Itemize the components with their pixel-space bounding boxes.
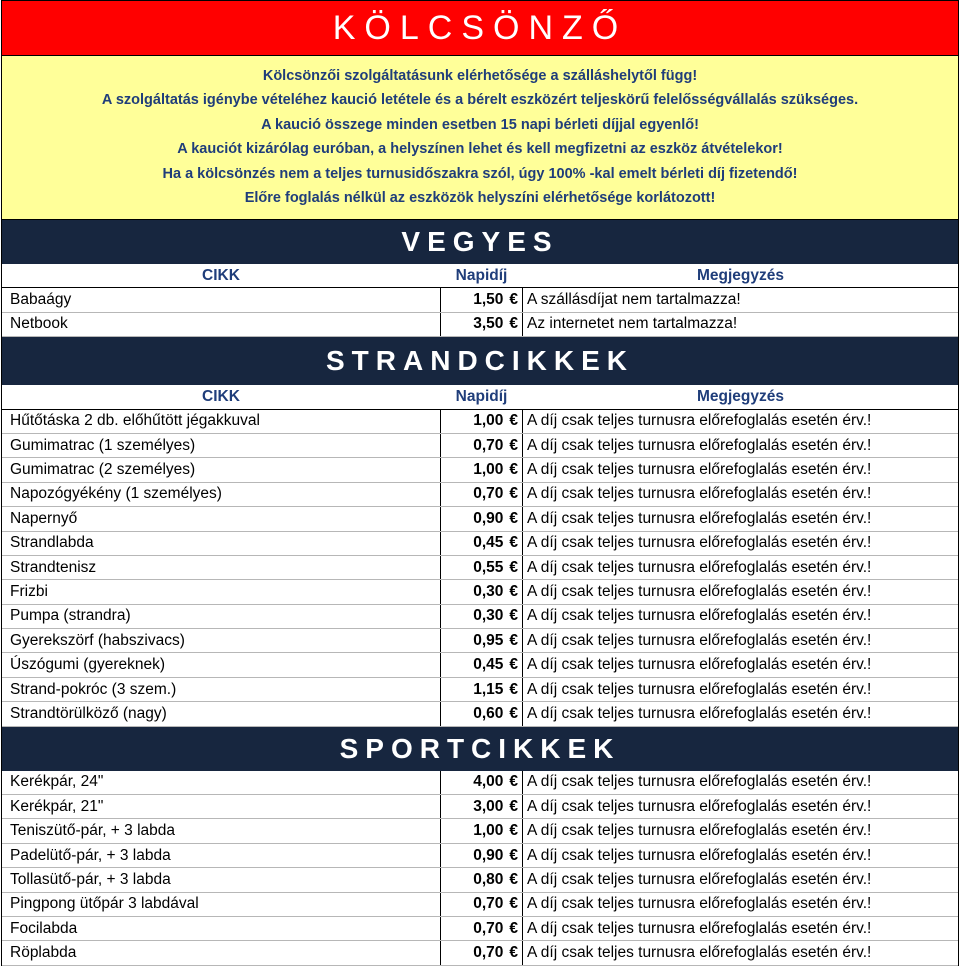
euro-icon: € [509,558,518,576]
item-note: A díj csak teljes turnusra előrefoglalás esetén érv.! [527,509,872,527]
price-value: 0,90 [473,509,504,527]
price-value: 0,70 [473,485,504,503]
euro-icon: € [509,704,518,722]
item-name: Padelütő-pár, + 3 labda [10,846,171,864]
price-value: 1,00 [473,461,504,479]
table-row [2,532,958,556]
column-header-item: CIKK [202,387,240,405]
column-header-price: Napidíj [455,387,508,405]
item-price [440,458,523,481]
price-value: 0,70 [473,436,504,454]
euro-icon: € [509,773,518,791]
price-value: 0,95 [473,631,504,649]
table-row [2,605,958,629]
item-price [440,532,523,555]
table-row [2,941,958,965]
page-title: KÖLCSÖNZŐ [1,0,959,56]
euro-icon: € [509,534,518,552]
table-strandcikkek [1,385,959,726]
price-value: 0,55 [473,558,504,576]
table-header [2,264,958,288]
euro-icon: € [509,509,518,527]
price-value: 0,30 [473,582,504,600]
item-price [440,653,523,676]
item-note: A díj csak teljes turnusra előrefoglalás esetén érv.! [527,822,872,840]
table-row [2,410,958,434]
item-note: A díj csak teljes turnusra előrefoglalás esetén érv.! [527,919,872,937]
table-sportcikkek [1,771,959,966]
item-note: A díj csak teljes turnusra előrefoglalás esetén érv.! [527,412,872,430]
item-price [440,313,523,336]
item-note: A díj csak teljes turnusra előrefoglalás esetén érv.! [527,534,872,552]
euro-icon: € [509,631,518,649]
item-name: Strandtenisz [10,558,97,576]
item-name: Gumimatrac (1 személyes) [10,436,196,454]
price-value: 0,90 [473,846,504,864]
euro-icon: € [509,436,518,454]
notice-box [1,56,959,220]
item-price [440,941,523,964]
table-row [2,313,958,337]
item-price [440,288,523,311]
table-row [2,702,958,726]
item-note: A díj csak teljes turnusra előrefoglalás esetén érv.! [527,680,872,698]
item-price [440,893,523,916]
item-price [440,605,523,628]
item-name: Frizbi [10,582,48,600]
item-name: Strandlabda [10,534,94,552]
item-note: A díj csak teljes turnusra előrefoglalás esetén érv.! [527,797,872,815]
euro-icon: € [509,412,518,430]
table-row [2,434,958,458]
price-value: 0,70 [473,944,504,962]
price-value: 1,15 [473,680,504,698]
item-name: Strandtörülköző (nagy) [10,704,167,722]
item-note: A díj csak teljes turnusra előrefoglalás esetén érv.! [527,895,872,913]
item-price [440,819,523,842]
price-value: 1,50 [473,291,504,309]
price-value: 0,30 [473,607,504,625]
item-note: A díj csak teljes turnusra előrefoglalás esetén érv.! [527,944,872,962]
euro-icon: € [509,607,518,625]
item-note: A díj csak teljes turnusra előrefoglalás esetén érv.! [527,631,872,649]
euro-icon: € [509,919,518,937]
section-title-sportcikkek: SPORTCIKKEK [1,727,959,771]
item-name: Hűtőtáska 2 db. előhűtött jégakkuval [10,412,260,430]
price-value: 0,60 [473,704,504,722]
item-price [440,410,523,433]
euro-icon: € [509,680,518,698]
section-title-vegyes: VEGYES [1,220,959,264]
item-note: A díj csak teljes turnusra előrefoglalás esetén érv.! [527,773,872,791]
price-value: 0,70 [473,895,504,913]
euro-icon: € [509,485,518,503]
table-row [2,483,958,507]
item-name: Napernyő [10,509,78,527]
table-row [2,844,958,868]
item-price [440,702,523,725]
table-row [2,580,958,604]
table-row [2,458,958,482]
table-row [2,868,958,892]
euro-icon: € [509,895,518,913]
table-row [2,288,958,312]
item-price [440,629,523,652]
item-note: A díj csak teljes turnusra előrefoglalás esetén érv.! [527,582,872,600]
item-name: Strand-pokróc (3 szem.) [10,680,177,698]
price-value: 4,00 [473,773,504,791]
price-value: 0,80 [473,870,504,888]
item-name: Netbook [10,315,68,333]
table-row [2,795,958,819]
notice-line: A kaució összege minden esetben 15 napi bérleti díjjal egyenlő! [261,116,699,133]
item-note: A szállásdíjat nem tartalmazza! [527,291,741,309]
item-price [440,868,523,891]
item-price [440,795,523,818]
item-name: Tollasütő-pár, + 3 labda [10,870,171,888]
table-header [2,385,958,409]
euro-icon: € [509,870,518,888]
notice-line: A szolgáltatás igénybe vételéhez kaució letétele és a bérelt eszközért teljeskörű felelősségvállalás szükséges. [101,92,859,109]
section-title-strandcikkek: STRANDCIKKEK [1,337,959,385]
price-value: 0,45 [473,656,504,674]
item-name: Röplabda [10,944,77,962]
euro-icon: € [509,582,518,600]
item-price [440,771,523,794]
euro-icon: € [509,822,518,840]
item-name: Úszógumi (gyereknek) [10,656,166,674]
table-row [2,917,958,941]
item-price [440,507,523,530]
item-note: A díj csak teljes turnusra előrefoglalás esetén érv.! [527,846,872,864]
item-note: A díj csak teljes turnusra előrefoglalás esetén érv.! [527,485,872,503]
item-name: Focilabda [10,919,78,937]
item-name: Pingpong ütőpár 3 labdával [10,895,199,913]
item-name: Pumpa (strandra) [10,607,131,625]
table-row [2,771,958,795]
table-row [2,507,958,531]
euro-icon: € [509,461,518,479]
item-price [440,483,523,506]
item-note: A díj csak teljes turnusra előrefoglalás esetén érv.! [527,607,872,625]
price-value: 1,00 [473,822,504,840]
euro-icon: € [509,656,518,674]
column-header-note: Megjegyzés [696,266,784,284]
euro-icon: € [509,315,518,333]
item-name: Babaágy [10,291,72,309]
rental-price-sheet [1,0,959,966]
price-value: 3,00 [473,797,504,815]
table-row [2,819,958,843]
item-name: Kerékpár, 24" [10,773,104,791]
notice-line: Előre foglalás nélkül az eszközök helyszíni elérhetősége korlátozott! [244,190,716,207]
item-note: A díj csak teljes turnusra előrefoglalás esetén érv.! [527,656,872,674]
price-value: 0,45 [473,534,504,552]
item-name: Gyerekszörf (habszivacs) [10,631,185,649]
item-price [440,917,523,940]
table-row [2,653,958,677]
item-price [440,556,523,579]
price-value: 0,70 [473,919,504,937]
item-note: A díj csak teljes turnusra előrefoglalás esetén érv.! [527,436,872,454]
item-note: A díj csak teljes turnusra előrefoglalás esetén érv.! [527,558,872,576]
item-name: Napozógyékény (1 személyes) [10,485,222,503]
notice-line: Ha a kölcsönzés nem a teljes turnusidőszakra szól, úgy 100% -kal emelt bérleti díj fizetendő! [162,165,798,182]
euro-icon: € [509,291,518,309]
euro-icon: € [509,797,518,815]
item-name: Gumimatrac (2 személyes) [10,461,196,479]
euro-icon: € [509,846,518,864]
table-row [2,629,958,653]
item-price [440,580,523,603]
column-header-item: CIKK [202,266,240,284]
item-note: A díj csak teljes turnusra előrefoglalás esetén érv.! [527,870,872,888]
item-price [440,678,523,701]
item-note: A díj csak teljes turnusra előrefoglalás esetén érv.! [527,461,872,479]
column-header-note: Megjegyzés [696,387,784,405]
price-value: 3,50 [473,315,504,333]
table-row [2,556,958,580]
item-name: Kerékpár, 21" [10,797,104,815]
table-row [2,678,958,702]
euro-icon: € [509,944,518,962]
price-value: 1,00 [473,412,504,430]
notice-line: Kölcsönzői szolgáltatásunk elérhetősége a szálláshelytől függ! [262,68,698,84]
item-price [440,434,523,457]
item-name: Teniszütő-pár, + 3 labda [10,822,176,840]
table-vegyes [1,264,959,337]
table-row [2,893,958,917]
column-header-price: Napidíj [455,266,508,284]
item-note: Az internetet nem tartalmazza! [527,315,738,333]
item-note: A díj csak teljes turnusra előrefoglalás esetén érv.! [527,704,872,722]
notice-line: A kauciót kizárólag euróban, a helyszínen lehet és kell megfizetni az eszköz átvételekor! [177,141,783,158]
item-price [440,844,523,867]
